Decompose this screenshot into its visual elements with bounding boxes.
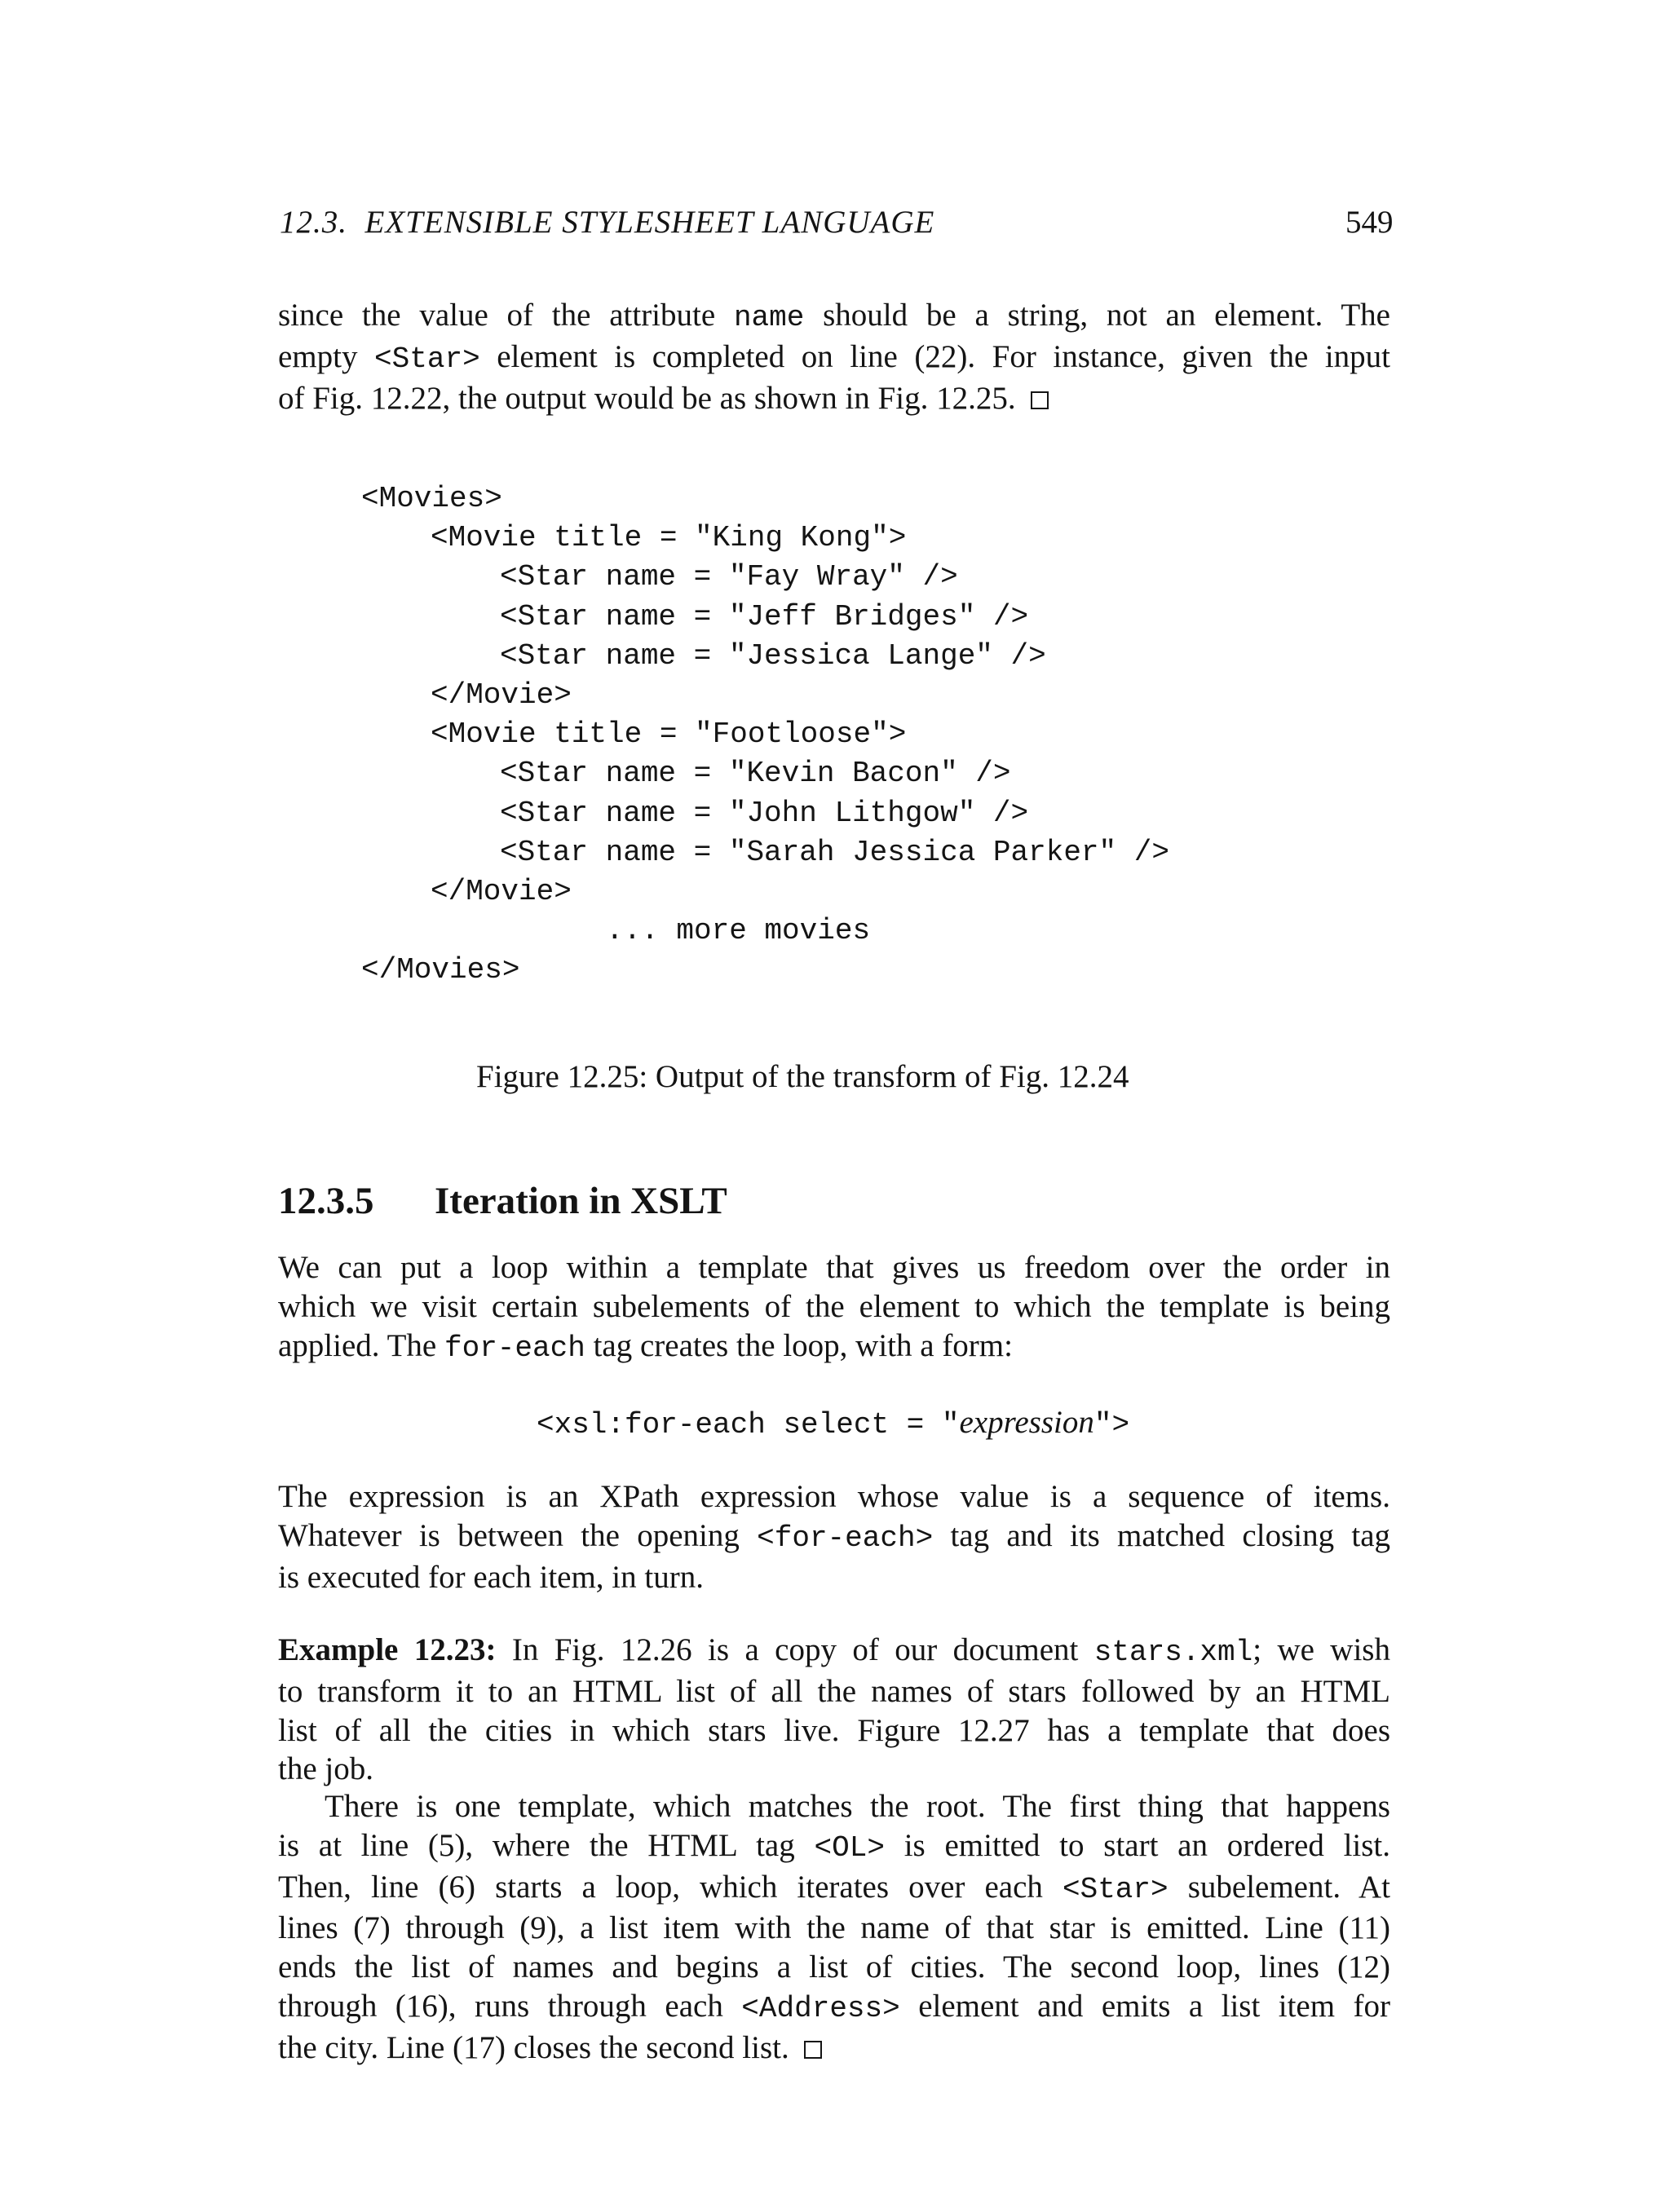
text-line bbox=[278, 1631, 1390, 1672]
text-run: the city. Line (17) closes the second list. bbox=[278, 2029, 789, 2065]
text-run: In Fig. 12.26 is a copy of our document bbox=[496, 1632, 1094, 1667]
inline-code: stars.xml bbox=[1093, 1636, 1253, 1669]
explanation-paragraph bbox=[278, 1787, 1390, 2068]
text-run: element and emits a list item for bbox=[899, 1988, 1391, 2024]
text-line bbox=[278, 1868, 1390, 1910]
listing-line: <Movies> bbox=[361, 482, 502, 515]
text-line bbox=[278, 1248, 1390, 1287]
text-run: The expression is an XPath expression whose value is a sequence of items. bbox=[278, 1479, 1390, 1514]
text-run: through (16), runs through each bbox=[278, 1988, 742, 2024]
text-run: is executed for each item, in turn. bbox=[278, 1559, 704, 1595]
text-line bbox=[278, 338, 1390, 379]
paragraph-for-each-intro bbox=[278, 1248, 1390, 1367]
inline-code: <Star> bbox=[374, 342, 480, 376]
for-each-syntax-suffix: "> bbox=[1093, 1408, 1130, 1442]
listing-line: <Movie title = "Footloose"> bbox=[431, 717, 907, 752]
text-run: since the value of the attribute bbox=[278, 298, 734, 333]
text-run: list of all the cities in which stars live. Figure 12.27 has a template that does bbox=[278, 1712, 1390, 1748]
text-run: Then, line (6) starts a loop, which iterates over each bbox=[278, 1869, 1063, 1905]
text-run: applied. The bbox=[278, 1327, 444, 1363]
text-run: should be a string, not an element. The bbox=[804, 298, 1390, 333]
figure-caption: Figure 12.25: Output of the transform of Fig. 12.24 bbox=[476, 1059, 1129, 1094]
text-run: which we visit certain subelements of the element to which the template is being bbox=[278, 1288, 1390, 1324]
text-line bbox=[278, 2029, 1390, 2068]
listing-line: </Movies> bbox=[361, 953, 520, 987]
example-label: Example 12.23: bbox=[278, 1632, 497, 1667]
intro-paragraph bbox=[278, 296, 1390, 417]
for-each-syntax bbox=[537, 1404, 1129, 1442]
text-line bbox=[278, 379, 1390, 418]
text-run: is at line (5), where the HTML tag bbox=[278, 1827, 815, 1863]
example-paragraph bbox=[278, 1631, 1390, 1789]
end-of-proof-box-icon bbox=[1031, 391, 1049, 409]
text-run: of Fig. 12.22, the output would be as shown in Fig. 12.25. bbox=[278, 380, 1016, 416]
paragraph-expression bbox=[278, 1477, 1390, 1596]
text-line bbox=[278, 1558, 1390, 1597]
text-run: We can put a loop within a template that gives us freedom over the order in bbox=[278, 1250, 1390, 1285]
inline-code: <for-each> bbox=[757, 1521, 934, 1555]
section-number: 12.3.5 bbox=[278, 1180, 374, 1222]
running-header: 12.3. EXTENSIBLE STYLESHEET LANGUAGE bbox=[280, 205, 935, 240]
text-run: ends the list of names and begins a list of cities. The second loop, lines (12) bbox=[278, 1949, 1390, 1985]
text-line bbox=[278, 1477, 1390, 1517]
inline-code: <Address> bbox=[741, 1991, 900, 2025]
listing-line: <Star name = "John Lithgow" /> bbox=[500, 796, 1029, 830]
page-number: 549 bbox=[1345, 205, 1394, 240]
text-run: to transform it to an HTML list of all the names of stars followed by an HTML bbox=[278, 1673, 1390, 1709]
inline-code: for-each bbox=[444, 1331, 585, 1365]
text-line bbox=[278, 1517, 1390, 1558]
section-title: Iteration in XSLT bbox=[435, 1180, 727, 1222]
text-line bbox=[278, 1909, 1390, 1948]
text-line bbox=[278, 1826, 1390, 1868]
section-heading bbox=[278, 1179, 727, 1223]
text-run: empty bbox=[278, 338, 375, 374]
text-line bbox=[278, 1327, 1390, 1368]
text-line bbox=[278, 1750, 1390, 1789]
listing-line: ... more movies bbox=[606, 914, 871, 948]
inline-code: <Star> bbox=[1063, 1872, 1169, 1906]
listing-line: <Star name = "Jeff Bridges" /> bbox=[500, 599, 1029, 634]
text-line bbox=[278, 1787, 1390, 1826]
text-run: tag creates the loop, with a form: bbox=[585, 1327, 1013, 1363]
text-line bbox=[278, 1987, 1390, 2029]
text-line bbox=[278, 1948, 1390, 1987]
listing-line: <Star name = "Jessica Lange" /> bbox=[500, 638, 1046, 673]
text-run: the job. bbox=[278, 1751, 373, 1787]
listing-line: <Movie title = "King Kong"> bbox=[431, 521, 907, 555]
listing-line: </Movie> bbox=[431, 678, 572, 712]
text-run: element is completed on line (22). For instance, given the input bbox=[479, 338, 1391, 374]
inline-code: <OL> bbox=[814, 1830, 885, 1865]
text-run: is emitted to start an ordered list. bbox=[884, 1827, 1391, 1863]
listing-line: <Star name = "Fay Wray" /> bbox=[500, 560, 958, 594]
listing-line: <Star name = "Sarah Jessica Parker" /> bbox=[500, 835, 1169, 869]
text-run: ; we wish bbox=[1252, 1632, 1390, 1667]
text-line bbox=[278, 1287, 1390, 1327]
listing-line: </Movie> bbox=[431, 875, 572, 908]
end-of-proof-box-icon bbox=[804, 2041, 822, 2059]
for-each-syntax-expression: expression bbox=[959, 1405, 1094, 1440]
text-run: subelement. At bbox=[1168, 1869, 1390, 1905]
text-line bbox=[278, 296, 1390, 338]
for-each-syntax-prefix: <xsl:for-each select = " bbox=[537, 1408, 960, 1442]
text-run: lines (7) through (9), a list item with the name of that star is emitted. Line (11) bbox=[278, 1910, 1390, 1946]
text-line bbox=[278, 1672, 1390, 1711]
text-line bbox=[278, 1711, 1390, 1751]
inline-code: name bbox=[733, 301, 805, 334]
text-run: Whatever is between the opening bbox=[278, 1517, 758, 1553]
listing-line: <Star name = "Kevin Bacon" /> bbox=[500, 757, 1011, 791]
text-run: tag and its matched closing tag bbox=[933, 1517, 1390, 1553]
text-run: There is one template, which matches the root. The first thing that happens bbox=[325, 1789, 1390, 1824]
